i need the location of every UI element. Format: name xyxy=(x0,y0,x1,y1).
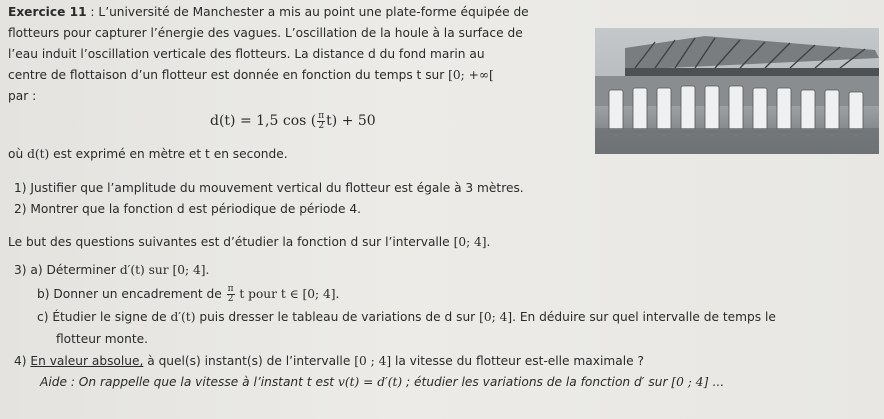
intro-line-3: l’eau induit l’oscillation verticale des flotteurs. La distance d du fond marin au xyxy=(8,47,485,61)
question-4: 4) En valeur absolue, à quel(s) instant(s) de l’intervalle [0 ; 4] la vitesse du flotteur est-elle maximale ? xyxy=(14,354,644,368)
intro-line-4: centre de flottaison d’un flotteur est donnée en fonction du temps t sur [0; +∞[ xyxy=(8,68,494,82)
absolute-value-emphasis: En valeur absolue, xyxy=(30,354,144,368)
question-2: 2) Montrer que la fonction d est périodique de période 4. xyxy=(14,202,362,216)
question-3c-continuation: flotteur monte. xyxy=(56,332,149,346)
platform-illustration xyxy=(595,28,879,154)
question-3b-fraction: $\frac{\pi}{2}$ xyxy=(227,284,234,304)
question-3a: 3) a) Déterminer d′(t) sur [0; 4]. xyxy=(14,263,210,277)
intro-line-1: Exercice 11 : L’université de Manchester a mis au point une plate-forme équipée de xyxy=(8,5,529,19)
distance-formula: d(t) = 1,5 cos ( $\frac{\pi}{2}$ t) + 50 xyxy=(210,110,376,131)
question-1: 1) Justifier que l’amplitude du mouvement vertical du flotteur est égale à 3 mètres. xyxy=(14,181,524,195)
exercise-title: Exercice 11 xyxy=(8,5,87,19)
formula-fraction: $\frac{\pi}{2}$ xyxy=(318,110,325,131)
interval-domain: [0; +∞[ xyxy=(448,68,494,82)
question-3c: c) Étudier le signe de d′(t) puis dresser le tableau de variations de d sur [0; 4]. En déduire sur quel intervalle de temps le xyxy=(37,310,776,324)
intro-line-2: flotteurs pour capturer l’énergie des vagues. L’oscillation de la houle à la surface de xyxy=(8,26,523,40)
hint-line: Aide : On rappelle que la vitesse à l’instant t est v(t) = d′(t) ; étudier les variations de la fonction d′ sur [0 ; 4] ... xyxy=(40,375,724,389)
wave-energy-platform-photo xyxy=(595,28,879,154)
goal-line: Le but des questions suivantes est d’étudier la fonction d sur l’intervalle [0; 4]. xyxy=(8,235,491,249)
intro-line-5: par : xyxy=(8,89,37,103)
question-3b: b) Donner un encadrement de $\frac{\pi}{2}$ t pour t ∈ [0; 4]. xyxy=(37,284,340,304)
unit-line: où d(t) est exprimé en mètre et t en seconde. xyxy=(8,147,288,161)
